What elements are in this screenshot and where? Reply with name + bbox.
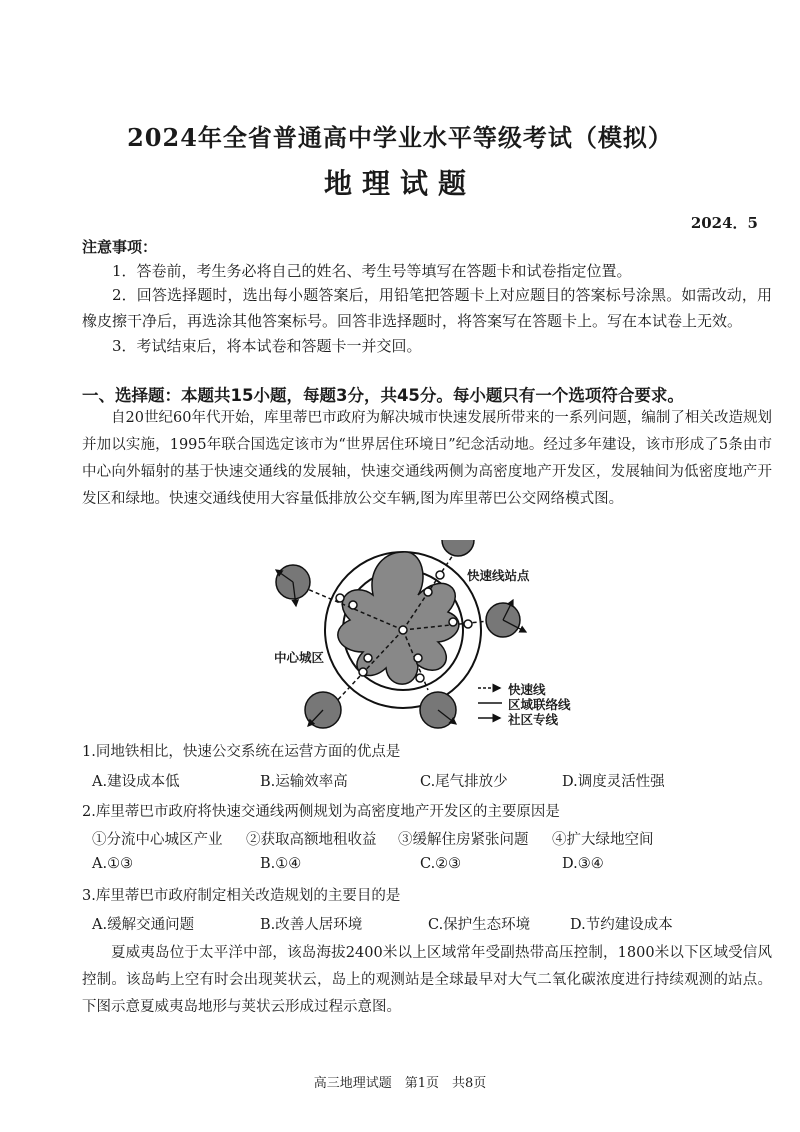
q2-option-a: A.①③ — [92, 856, 134, 872]
q2-item-2: ②获取高额地租收益 — [246, 832, 377, 848]
q2-option-d: D.③④ — [562, 856, 604, 872]
question-1-stem: 1.同地铁相比，快速公交系统在运营方面的优点是 — [82, 744, 401, 760]
page-footer: 高三地理试题 第1页 共8页 — [313, 1076, 487, 1091]
legend-community: 社区专线 — [508, 712, 559, 727]
notice-item: 2．回答选择题时，选出每小题答案后，用铅笔把答题卡上对应题目的答案标号涂黑。如需改动，用橡皮擦干净后，再选涂其他答案标号。回答非选择题时，将答案写在答题卡上。写在本试卷上无效。 — [82, 286, 772, 330]
notice-item: 1．答卷前，考生务必将自己的姓名、考生号等填写在答题卡和试卷指定位置。 — [112, 262, 632, 280]
passage-hawaii: 夏威夷岛位于太平洋中部，该岛海拔2400米以上区域常年受副热带高压控制，1800米以下区域受信风控制。该岛屿上空有时会出现荚状云，岛上的观测站是全球最早对大气二氧化碳浓度进行持续观测的站点。下图示意夏威夷岛地形与荚状云形成过程示意图。 — [82, 945, 772, 1015]
q1-option-a: A.建设成本低 — [92, 774, 180, 790]
q2-item-3: ③缓解住房紧张问题 — [398, 832, 529, 848]
q3-option-d: D.节约建设成本 — [570, 917, 673, 933]
q1-option-c: C.尾气排放少 — [420, 774, 508, 790]
exam-title: 2024年全省普通高中学业水平等级考试（模拟） — [127, 123, 673, 152]
label-station: 快速线站点 — [467, 568, 530, 583]
label-center: 中心城区 — [274, 650, 325, 665]
q3-option-a: A.缓解交通问题 — [92, 917, 195, 933]
question-2-stem: 2.库里蒂巴市政府将快速交通线两侧规划为高密度地产开发区的主要原因是 — [82, 804, 560, 820]
q2-option-b: B.①④ — [260, 856, 302, 872]
question-3-stem: 3.库里蒂巴市政府制定相关改造规划的主要目的是 — [82, 888, 401, 904]
section-heading: 一、选择题：本题共15小题，每题3分，共45分。每小题只有一个选项符合要求。 — [82, 386, 684, 405]
q1-option-b: B.运输效率高 — [260, 774, 348, 790]
q3-option-b: B.改善人居环境 — [260, 917, 363, 933]
q3-option-c: C.保护生态环境 — [428, 917, 531, 933]
exam-date: 2024．5 — [690, 214, 758, 232]
q2-item-1: ①分流中心城区产业 — [92, 832, 223, 848]
notice-item: 3．考试结束后，将本试卷和答题卡一并交回。 — [112, 337, 422, 355]
q2-item-4: ④扩大绿地空间 — [552, 832, 654, 848]
subject-title: 地理试题 — [323, 167, 476, 200]
passage-curitiba: 自20世纪60年代开始，库里蒂巴市政府为解决城市快速发展所带来的一系列问题，编制了相关改造规划并加以实施，1995年联合国选定该市为“世界居住环境日”纪念活动地。经过多年建设，该市形成了5条由市中心向外辐射的基于快速交通线的发展轴，快速交通线两侧为高密度地产开发区，发展轴间为低密度地产开发区和绿地。快速交通线使用大容量低排放公交车辆,图为库里蒂巴公交网络模式图。 — [82, 410, 772, 507]
q1-option-d: D.调度灵活性强 — [562, 774, 665, 790]
legend-express: 快速线 — [508, 682, 546, 697]
legend-regional: 区域联络线 — [508, 697, 571, 712]
q2-option-c: C.②③ — [420, 856, 462, 872]
notice-heading: 注意事项： — [82, 238, 158, 256]
